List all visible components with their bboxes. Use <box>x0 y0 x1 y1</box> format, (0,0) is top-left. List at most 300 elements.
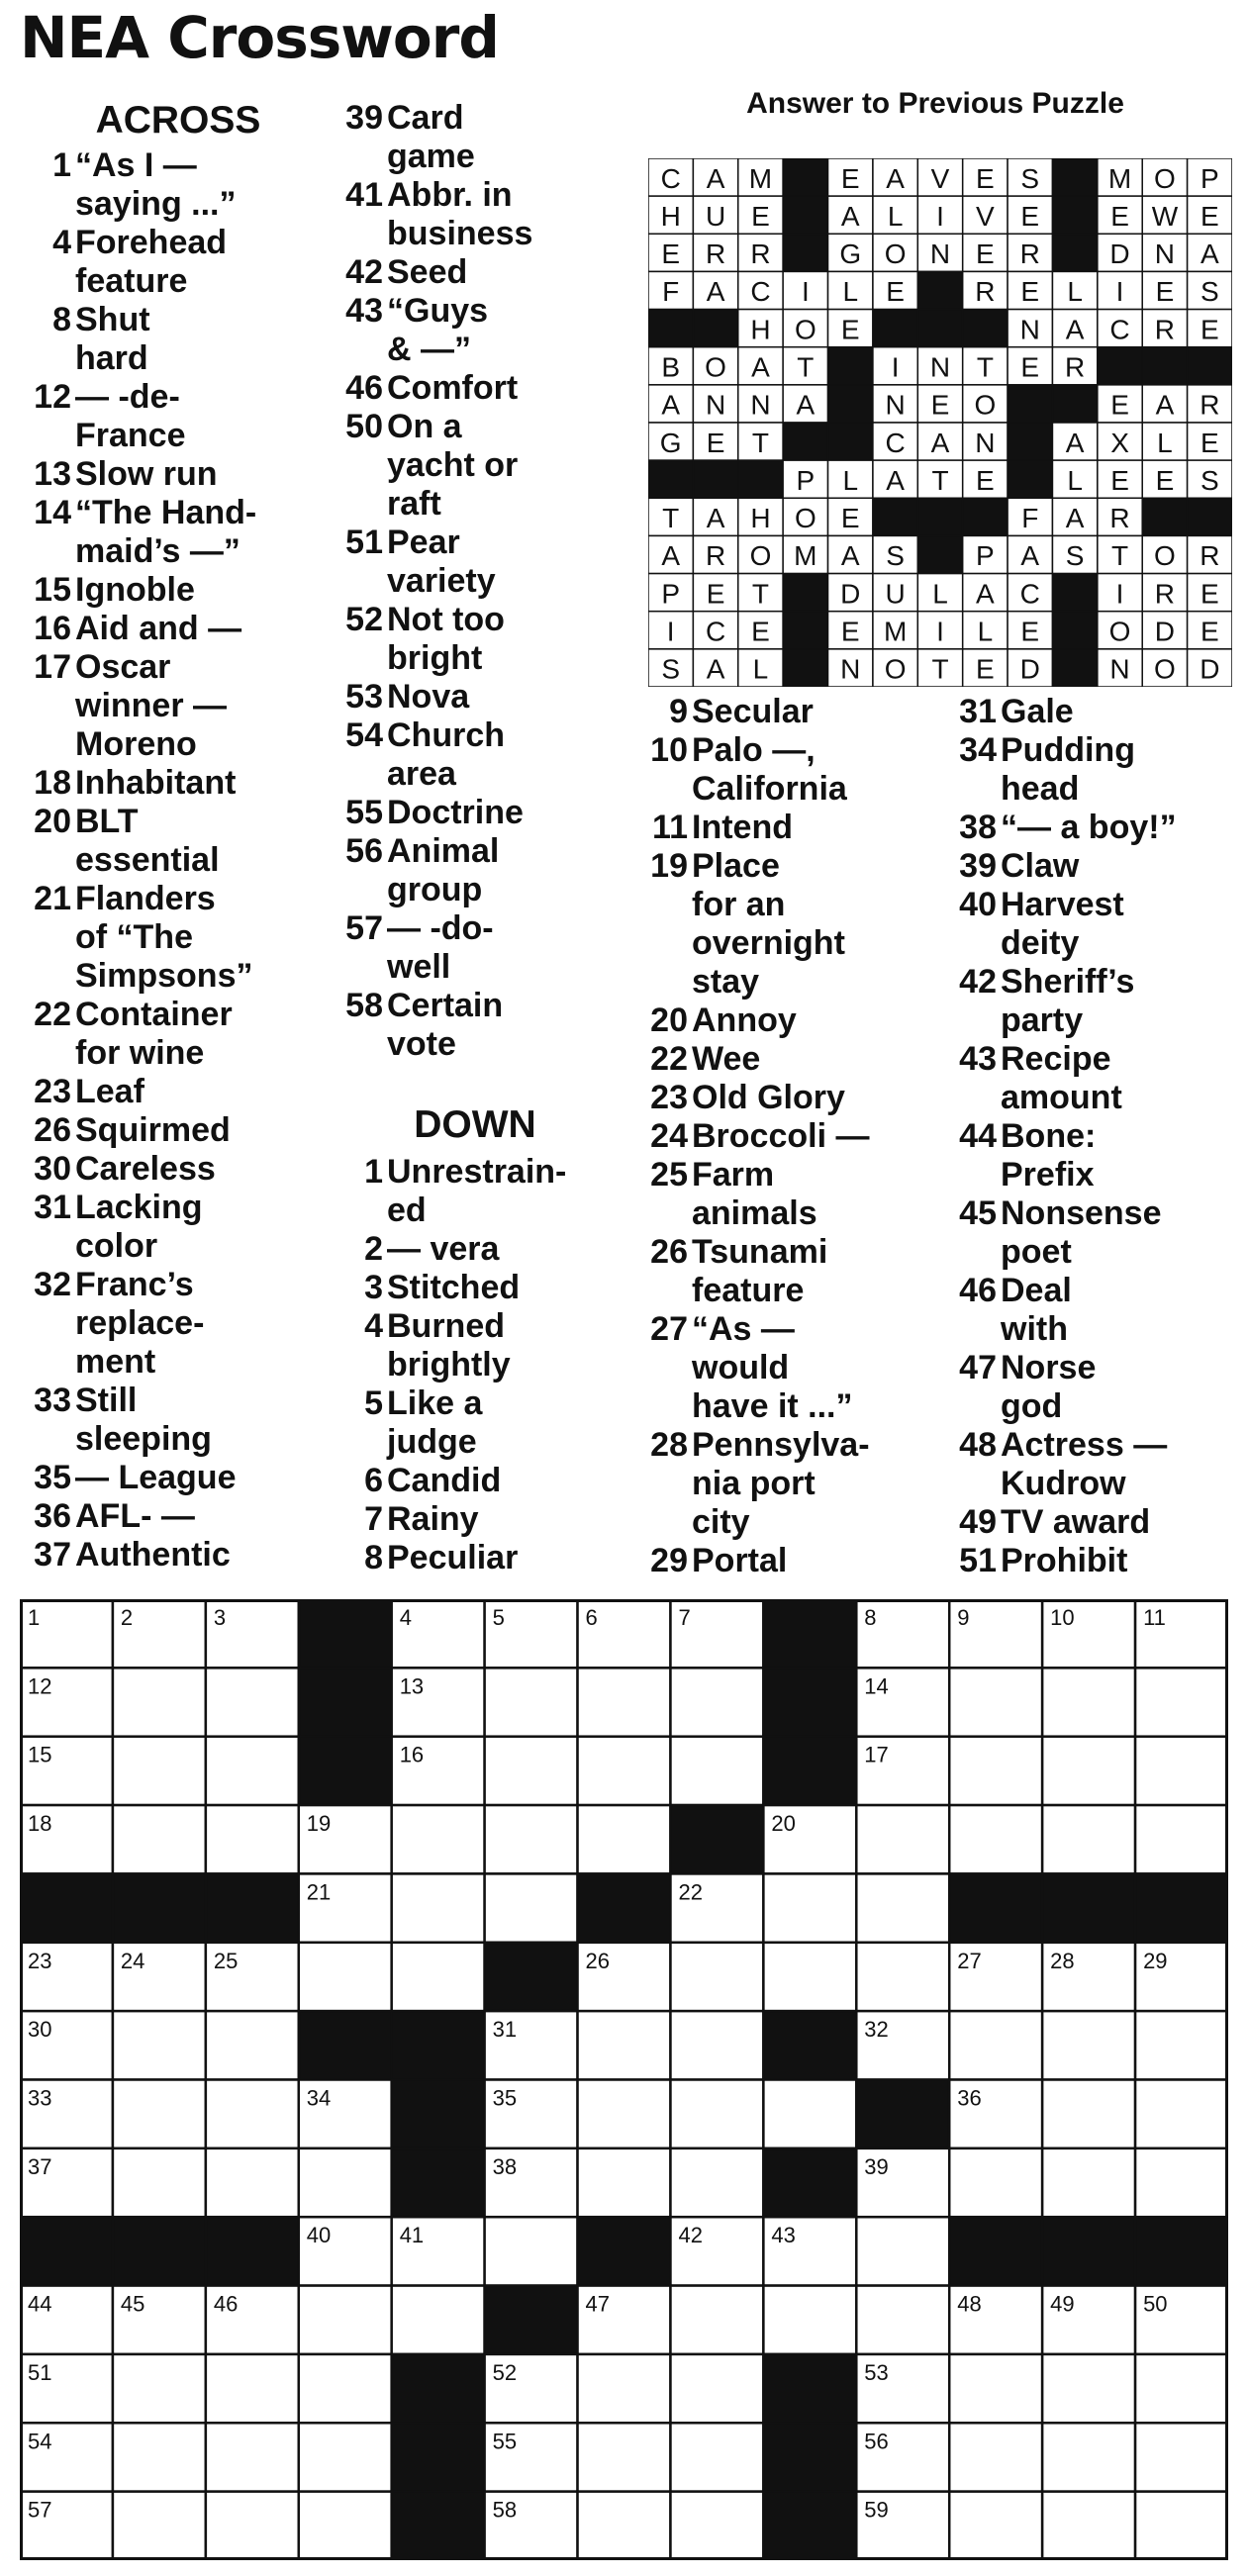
grid-cell[interactable] <box>578 1805 671 1873</box>
down-clue-number: 4 <box>364 1307 383 1345</box>
grid-cell[interactable] <box>206 2492 299 2560</box>
grid-cell[interactable] <box>1042 2011 1135 2079</box>
grid-cell[interactable] <box>113 1737 206 1805</box>
grid-cell[interactable] <box>299 2492 392 2560</box>
grid-cell[interactable] <box>578 2080 671 2148</box>
down-clue-20 <box>624 1002 930 1040</box>
grid-cell[interactable] <box>670 2492 763 2560</box>
down-clue-number: 22 <box>650 1040 688 1078</box>
answer-letter: R <box>1109 503 1130 534</box>
answer-letter: E <box>751 200 770 232</box>
cell-number: 32 <box>864 2017 889 2043</box>
across-clue-33 <box>20 1382 317 1459</box>
answer-letter: R <box>1065 351 1086 383</box>
grid-cell[interactable] <box>299 2148 392 2217</box>
grid-cell[interactable] <box>578 2354 671 2423</box>
grid-cell[interactable] <box>670 1943 763 2011</box>
across-clue-number: 46 <box>345 369 383 407</box>
black-square <box>1188 347 1232 385</box>
down-clue-number: 24 <box>650 1117 688 1155</box>
down-clue-number: 11 <box>652 809 688 846</box>
down-clue-number: 28 <box>650 1426 688 1464</box>
answer-letter: T <box>976 351 994 383</box>
grid-cell[interactable] <box>1042 2148 1135 2217</box>
down-clue-24 <box>624 1117 930 1156</box>
grid-cell[interactable] <box>206 2080 299 2148</box>
across-clue-41 <box>319 176 625 253</box>
black-square <box>783 196 827 234</box>
black-square <box>917 535 962 573</box>
black-square <box>1098 347 1142 385</box>
across-clue-text: vote <box>387 1025 456 1063</box>
answer-letter: E <box>751 616 770 647</box>
across-clue-text: business <box>387 215 533 252</box>
down-clue-number: 2 <box>364 1230 383 1268</box>
across-clue-text: Leaf <box>75 1073 144 1110</box>
grid-cell[interactable] <box>392 2286 485 2354</box>
across-clue-text: France <box>75 417 186 454</box>
black-square <box>1142 498 1187 535</box>
answer-letter: O <box>1154 162 1176 194</box>
grid-cell[interactable] <box>392 1873 485 1942</box>
grid-cell[interactable] <box>1042 2492 1135 2560</box>
down-clue-text: Annoy <box>692 1002 797 1039</box>
black-square <box>763 2423 856 2491</box>
grid-cell[interactable] <box>1042 1805 1135 1873</box>
down-clue-number: 8 <box>364 1539 383 1576</box>
black-square <box>1042 1873 1135 1942</box>
grid-cell[interactable] <box>299 1943 392 2011</box>
across-clue-number: 21 <box>34 880 71 917</box>
cell-number: 58 <box>492 2497 518 2523</box>
down-clue-49 <box>930 1503 1237 1542</box>
grid-cell[interactable] <box>856 2286 949 2354</box>
grid-cell[interactable] <box>485 1805 578 1873</box>
across-clue-32 <box>20 1266 317 1382</box>
cell-number: 5 <box>492 1605 505 1630</box>
grid-cell[interactable] <box>949 2148 1042 2217</box>
down-clue-1 <box>319 1153 625 1230</box>
black-square <box>949 1873 1042 1942</box>
grid-cell[interactable] <box>1135 1737 1228 1805</box>
answer-letter: E <box>1020 200 1040 232</box>
grid-cell[interactable] <box>299 2423 392 2491</box>
answer-letter: E <box>706 427 725 458</box>
across-clue-text: Church <box>387 716 505 754</box>
down-clue-38 <box>930 809 1237 847</box>
black-square <box>1052 385 1097 423</box>
down-clue-text: with <box>1001 1310 1068 1348</box>
grid-cell[interactable] <box>670 1737 763 1805</box>
across-clue-text: Container <box>75 996 233 1033</box>
black-square <box>783 423 827 460</box>
down-clue-text: deity <box>1001 924 1080 962</box>
across-clue-number: 16 <box>34 610 71 647</box>
grid-cell[interactable] <box>113 2354 206 2423</box>
down-clue-number: 40 <box>959 886 997 923</box>
grid-cell[interactable] <box>206 2423 299 2491</box>
black-square <box>648 310 693 347</box>
answer-letter: B <box>661 351 681 383</box>
across-clue-number: 17 <box>34 648 71 686</box>
answer-letter: P <box>796 464 816 496</box>
grid-cell[interactable] <box>392 1943 485 2011</box>
across-clue-text: — League <box>75 1459 237 1496</box>
across-clue-text: Oscar <box>75 648 171 686</box>
grid-cell[interactable] <box>949 1737 1042 1805</box>
black-square <box>963 498 1008 535</box>
grid-cell[interactable] <box>578 2423 671 2491</box>
down-clue-text: brightly <box>387 1346 511 1383</box>
across-clue-number: 30 <box>34 1150 71 1188</box>
answer-letter: E <box>1110 200 1129 232</box>
across-clue-text: replace- <box>75 1304 205 1342</box>
across-clue-text: bright <box>387 639 483 677</box>
grid-cell[interactable] <box>206 2011 299 2079</box>
grid-cell[interactable] <box>1135 2423 1228 2491</box>
down-clue-4 <box>319 1307 625 1384</box>
black-square <box>1052 196 1097 234</box>
cell-number: 33 <box>28 2085 52 2111</box>
black-square <box>873 310 917 347</box>
down-clue-number: 26 <box>650 1233 688 1271</box>
answer-letter: F <box>662 276 680 308</box>
cell-number: 54 <box>28 2429 52 2454</box>
grid-cell[interactable] <box>113 2011 206 2079</box>
grid-cell[interactable] <box>763 1943 856 2011</box>
grid-cell[interactable] <box>1042 2354 1135 2423</box>
across-clue-21 <box>20 880 317 996</box>
black-square <box>783 612 827 649</box>
down-clue-text: Pennsylva- <box>692 1426 870 1464</box>
answer-letter: R <box>975 276 996 308</box>
black-square <box>1188 498 1232 535</box>
down-clue-number: 7 <box>364 1500 383 1538</box>
cell-number: 38 <box>492 2153 518 2179</box>
answer-letter: A <box>840 200 860 232</box>
answer-letter: M <box>748 162 773 194</box>
cell-number: 51 <box>28 2359 52 2385</box>
black-square <box>392 2148 485 2217</box>
answer-letter: O <box>1154 540 1176 572</box>
down-clue-text: Palo —, <box>692 731 816 769</box>
grid-cell[interactable] <box>949 2011 1042 2079</box>
down-clue-number: 44 <box>959 1117 997 1155</box>
grid-cell[interactable] <box>670 2148 763 2217</box>
answer-letter: E <box>1200 314 1219 345</box>
grid-cell[interactable] <box>485 1668 578 1736</box>
down-clue-text: for an <box>692 886 786 923</box>
down-clue-number: 23 <box>650 1079 688 1116</box>
answer-letter: H <box>750 503 771 534</box>
answer-letter: E <box>1020 616 1040 647</box>
across-clue-number: 35 <box>34 1459 71 1496</box>
grid-cell[interactable] <box>670 2080 763 2148</box>
grid-cell[interactable] <box>113 2148 206 2217</box>
answer-letter: A <box>886 162 905 194</box>
down-clue-text: Farm <box>692 1156 775 1193</box>
answer-letter: L <box>1067 464 1083 496</box>
grid-cell[interactable] <box>392 1805 485 1873</box>
down-clue-number: 27 <box>650 1310 688 1348</box>
cell-number: 10 <box>1050 1605 1075 1630</box>
grid-cell[interactable] <box>1042 2080 1135 2148</box>
down-clue-8 <box>319 1539 625 1577</box>
answer-letter: A <box>1065 427 1085 458</box>
grid-cell[interactable] <box>578 2492 671 2560</box>
across-clue-number: 4 <box>52 224 71 261</box>
cell-number: 7 <box>678 1605 691 1630</box>
crossword-grid <box>20 1599 1228 2560</box>
black-square <box>763 2492 856 2560</box>
across-clue-text: Squirmed <box>75 1111 231 1149</box>
black-square <box>1052 649 1097 687</box>
answer-letter: L <box>1067 276 1083 308</box>
answer-letter: C <box>1109 314 1130 345</box>
across-clue-number: 18 <box>34 764 71 802</box>
across-clue-number: 57 <box>345 909 383 947</box>
across-clue-text: sleeping <box>75 1420 212 1458</box>
answer-letter: O <box>749 540 772 572</box>
grid-cell[interactable] <box>763 2080 856 2148</box>
answer-letter: I <box>891 351 900 383</box>
grid-cell[interactable] <box>1135 2354 1228 2423</box>
grid-cell[interactable] <box>1135 2148 1228 2217</box>
across-clue-number: 15 <box>34 571 71 609</box>
answer-letter: R <box>1154 578 1176 610</box>
down-clue-number: 20 <box>650 1002 688 1039</box>
black-square <box>763 1668 856 1736</box>
grid-cell[interactable] <box>856 1805 949 1873</box>
down-clue-text: city <box>692 1503 750 1541</box>
grid-cell[interactable] <box>299 2354 392 2423</box>
answer-letter: G <box>839 239 862 270</box>
cell-number: 30 <box>28 2017 52 2043</box>
grid-cell[interactable] <box>485 1873 578 1942</box>
answer-letter: E <box>661 239 681 270</box>
cell-number: 3 <box>213 1605 227 1630</box>
answer-letter: A <box>840 540 860 572</box>
across-clue-23 <box>20 1073 317 1111</box>
grid-cell[interactable] <box>578 1668 671 1736</box>
across-clue-number: 33 <box>34 1382 71 1419</box>
grid-cell[interactable] <box>1135 1805 1228 1873</box>
cell-number: 9 <box>957 1605 970 1630</box>
cell-number: 14 <box>864 1673 889 1699</box>
answer-letter: S <box>661 653 681 685</box>
grid-cell[interactable] <box>949 1805 1042 1873</box>
across-clue-text: well <box>387 948 451 986</box>
black-square <box>763 1599 856 1668</box>
answer-letter: X <box>1110 427 1129 458</box>
down-clue-text: Harvest <box>1001 886 1124 923</box>
answer-letter: E <box>976 239 995 270</box>
across-clue-text: “Guys <box>387 292 489 330</box>
down-clue-number: 46 <box>959 1272 997 1309</box>
grid-cell[interactable] <box>1042 1737 1135 1805</box>
answer-letter: E <box>1200 578 1219 610</box>
down-clue-text: Gale <box>1001 693 1074 730</box>
across-clue-22 <box>20 996 317 1073</box>
cell-number: 41 <box>399 2223 425 2248</box>
grid-cell[interactable] <box>949 2423 1042 2491</box>
cell-number: 2 <box>120 1605 134 1630</box>
grid-cell[interactable] <box>113 1668 206 1736</box>
cell-number: 1 <box>28 1605 41 1630</box>
answer-letter: T <box>662 503 680 534</box>
black-square <box>763 1737 856 1805</box>
answer-letter: I <box>666 616 675 647</box>
across-clue-number: 12 <box>34 378 71 416</box>
cell-number: 57 <box>28 2497 52 2523</box>
black-square <box>783 158 827 196</box>
grid-cell[interactable] <box>113 2080 206 2148</box>
across-clue-4 <box>20 224 317 301</box>
across-clue-text: feature <box>75 262 188 300</box>
down-clue-text: Peculiar <box>387 1539 519 1576</box>
black-square <box>783 649 827 687</box>
answer-letter: V <box>976 200 995 232</box>
black-square <box>578 2217 671 2285</box>
answer-letter: S <box>886 540 905 572</box>
cell-number: 17 <box>864 1742 889 1767</box>
grid-cell[interactable] <box>206 2148 299 2217</box>
answer-letter: N <box>1019 314 1040 345</box>
black-square <box>1135 1873 1228 1942</box>
grid-cell[interactable] <box>856 2217 949 2285</box>
grid-cell[interactable] <box>670 2354 763 2423</box>
answer-letter: A <box>796 389 816 421</box>
answer-letter: E <box>1200 616 1219 647</box>
answer-letter: S <box>1200 464 1219 496</box>
black-square <box>917 498 962 535</box>
cell-number: 4 <box>399 1605 412 1630</box>
grid-cell[interactable] <box>670 2286 763 2354</box>
grid-cell[interactable] <box>1135 2492 1228 2560</box>
grid-cell[interactable] <box>1135 2011 1228 2079</box>
black-square <box>1135 2217 1228 2285</box>
grid-cell[interactable] <box>485 1737 578 1805</box>
answer-letter: D <box>1154 616 1176 647</box>
grid-cell[interactable] <box>949 2492 1042 2560</box>
answer-letter: D <box>1109 239 1130 270</box>
black-square <box>485 2286 578 2354</box>
across-clue-text: Careless <box>75 1150 216 1188</box>
down-clue-25 <box>624 1156 930 1233</box>
grid-cell[interactable] <box>206 2354 299 2423</box>
grid-cell[interactable] <box>856 1943 949 2011</box>
across-clue-number: 14 <box>34 494 71 531</box>
grid-cell[interactable] <box>206 1668 299 1736</box>
answer-letter: I <box>1115 276 1124 308</box>
across-clue-text: Slow run <box>75 455 218 493</box>
answer-letter: L <box>842 276 859 308</box>
across-clue-text: Seed <box>387 253 468 291</box>
grid-cell[interactable] <box>578 2011 671 2079</box>
grid-cell[interactable] <box>485 2217 578 2285</box>
across-clue-text: Franc’s <box>75 1266 194 1303</box>
grid-cell[interactable] <box>763 1873 856 1942</box>
answer-letter: A <box>661 389 681 421</box>
cell-number: 8 <box>864 1605 877 1630</box>
grid-cell[interactable] <box>670 2423 763 2491</box>
answer-letter: T <box>931 653 949 685</box>
black-square <box>1052 612 1097 649</box>
grid-cell[interactable] <box>1042 2423 1135 2491</box>
cell-number: 48 <box>957 2291 982 2317</box>
down-clue-text: party <box>1001 1002 1084 1039</box>
answer-letter: A <box>1020 540 1040 572</box>
grid-cell[interactable] <box>299 2286 392 2354</box>
down-clue-number: 51 <box>959 1542 997 1579</box>
answer-letter: E <box>976 464 995 496</box>
black-square <box>693 310 737 347</box>
down-clue-46 <box>930 1272 1237 1349</box>
grid-cell[interactable] <box>206 1805 299 1873</box>
across-clue-number: 32 <box>34 1266 71 1303</box>
answer-letter: W <box>1151 200 1179 232</box>
answer-letter: O <box>1108 616 1131 647</box>
cell-number: 19 <box>306 1811 332 1837</box>
across-clue-text: BLT <box>75 803 139 840</box>
down-clue-text: Candid <box>387 1462 502 1499</box>
black-square <box>917 271 962 309</box>
black-square <box>738 460 783 498</box>
black-square <box>1008 460 1052 498</box>
cell-number: 20 <box>771 1811 796 1837</box>
grid-cell[interactable] <box>670 1668 763 1736</box>
grid-cell[interactable] <box>578 1737 671 1805</box>
down-clue-7 <box>319 1500 625 1539</box>
down-clue-text: have it ...” <box>692 1387 853 1425</box>
grid-cell[interactable] <box>670 2011 763 2079</box>
grid-cell[interactable] <box>856 1873 949 1942</box>
grid-cell[interactable] <box>113 2492 206 2560</box>
down-clue-number: 34 <box>959 731 997 769</box>
grid-cell[interactable] <box>1135 2080 1228 2148</box>
answer-letter: A <box>751 351 770 383</box>
grid-cell[interactable] <box>1042 1668 1135 1736</box>
grid-cell[interactable] <box>113 2423 206 2491</box>
down-clue-22 <box>624 1040 930 1079</box>
grid-cell[interactable] <box>578 2148 671 2217</box>
grid-cell[interactable] <box>949 2354 1042 2423</box>
grid-cell[interactable] <box>949 1668 1042 1736</box>
grid-cell[interactable] <box>1135 1668 1228 1736</box>
down-clue-text: Norse <box>1001 1349 1097 1386</box>
answer-letter: C <box>1019 578 1040 610</box>
answer-letter: R <box>705 239 726 270</box>
down-clue-text: Nonsense <box>1001 1194 1162 1232</box>
down-clue-40 <box>930 886 1237 963</box>
across-clue-text: Still <box>75 1382 138 1419</box>
down-clue-number: 42 <box>959 963 997 1001</box>
black-square <box>299 1668 392 1736</box>
across-clue-text: Simpsons” <box>75 957 253 995</box>
across-clue-36 <box>20 1497 317 1536</box>
answer-letter: A <box>1155 389 1175 421</box>
answer-letter: E <box>1110 389 1129 421</box>
grid-cell[interactable] <box>113 1805 206 1873</box>
grid-cell[interactable] <box>763 2286 856 2354</box>
grid-cell[interactable] <box>206 1737 299 1805</box>
answer-letter: I <box>936 616 944 647</box>
across-clue-text: Authentic <box>75 1536 231 1574</box>
across-clue-number: 13 <box>34 455 71 493</box>
down-clue-6 <box>319 1462 625 1500</box>
down-clue-text: judge <box>387 1423 477 1461</box>
answer-letter: T <box>751 578 770 610</box>
